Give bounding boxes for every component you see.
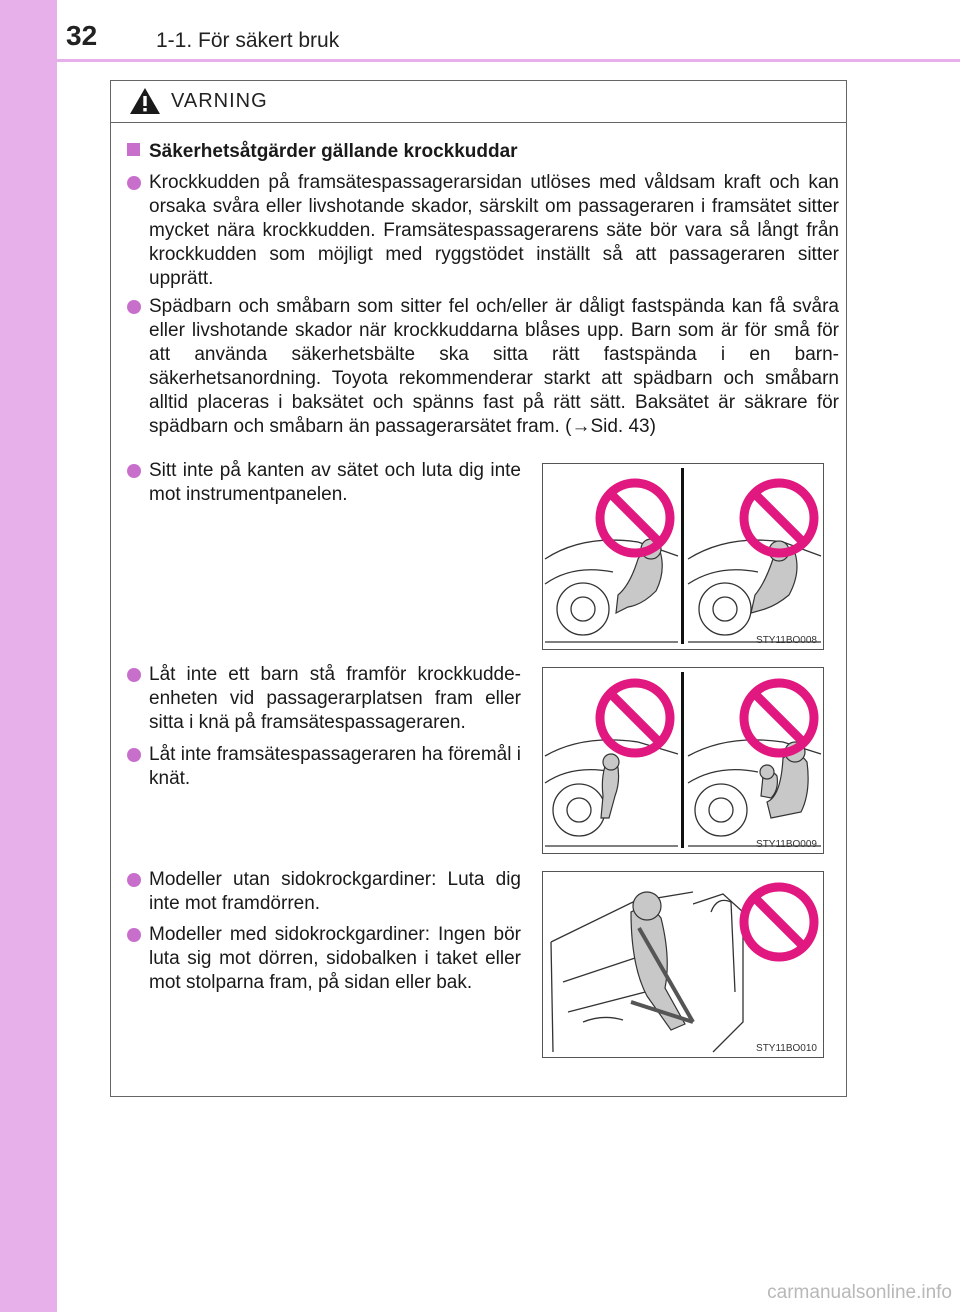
prohibited-icon xyxy=(600,483,670,553)
bullet-dot-icon xyxy=(127,928,141,942)
bullet-dot-icon xyxy=(127,464,141,478)
section-title: 1-1. För säkert bruk xyxy=(156,29,340,52)
watermark: carmanualsonline.info xyxy=(767,1282,952,1303)
page-sidebar-tab xyxy=(0,0,57,1312)
list-item-text: Sitt inte på kanten av sätet och luta dig inte mot instrumentpanelen. xyxy=(149,460,521,505)
list-item xyxy=(127,459,521,507)
figure-seat-position xyxy=(542,463,824,650)
prohibited-icon xyxy=(744,887,814,957)
list-item-text: Modeller utan sidokrockgardiner: Luta dig inte mot framdörren. xyxy=(149,869,521,914)
list-item-text: Modeller med sidokrockgardiner: Ingen bör luta sig mot dörren, sidobalken i taket eller mot stolparna fram, på sidan eller bak. xyxy=(149,924,521,993)
prohibited-icon xyxy=(600,683,670,753)
square-bullet-icon xyxy=(127,143,140,156)
list-item-text: Spädbarn och småbarn som sitter fel och/eller är dåligt fastspända kan få svåra eller livshotande skador när krockkuddarna blåses upp. Barn som är för små för att använda säkerhetsbälte ska sitta rätt fastspända i en barn-säkerhetsanordning. Toyota rekommenderar starkt att spädbarn och småbarn alltid placeras i baksätet och spänns fast på rätt sätt. Baksätet är säkrare för spädbarn och småbarn än passagerarsätet fram. (→Sid. 43) xyxy=(149,296,839,437)
warning-heading xyxy=(127,141,518,163)
bullet-dot-icon xyxy=(127,748,141,762)
list-item xyxy=(127,663,521,735)
figure-code: STY11BO009 xyxy=(756,839,817,850)
figure-leaning-door xyxy=(542,871,824,1058)
prohibited-icon xyxy=(744,683,814,753)
figure-illustration xyxy=(543,668,822,852)
list-item-text: Låt inte ett barn stå framför krockkudde-enheten vid passagerarplatsen fram eller sitta i knä på framsätespassageraren. xyxy=(149,664,521,733)
figure-code: STY11BO008 xyxy=(756,635,817,646)
figure-illustration xyxy=(543,464,822,648)
bullet-dot-icon xyxy=(127,300,141,314)
list-item xyxy=(127,171,839,291)
bullet-dot-icon xyxy=(127,873,141,887)
bullet-dot-icon xyxy=(127,668,141,682)
header-rule xyxy=(57,59,960,62)
figure-child-in-front xyxy=(542,667,824,854)
list-item-text: Krockkudden på framsätespassagerarsidan utlöses med våldsam kraft och kan orsaka svåra eller livshotande skador, särskilt om passageraren i framsätet sitter mycket nära krockkudden. Framsätespassagerarens säte bör vara så långt från krockkudden som möjligt med ryggstödet inställt så att passageraren sitter upprätt. xyxy=(149,172,839,289)
warning-box xyxy=(110,80,847,1097)
warning-heading-text: Säkerhetsåtgärder gällande krockkuddar xyxy=(149,141,518,162)
figure-code: STY11BO010 xyxy=(756,1043,817,1054)
warning-header xyxy=(111,81,846,123)
warning-label: VARNING xyxy=(171,90,268,112)
bullet-dot-icon xyxy=(127,176,141,190)
figure-illustration xyxy=(543,872,822,1056)
page-number: 32 xyxy=(66,20,98,51)
list-item-text: Låt inte framsätespassageraren ha föremål i knät. xyxy=(149,744,521,789)
warning-triangle-icon xyxy=(129,87,161,115)
list-item xyxy=(127,923,521,995)
list-item xyxy=(127,868,521,916)
list-item xyxy=(127,743,521,791)
list-item xyxy=(127,295,839,439)
